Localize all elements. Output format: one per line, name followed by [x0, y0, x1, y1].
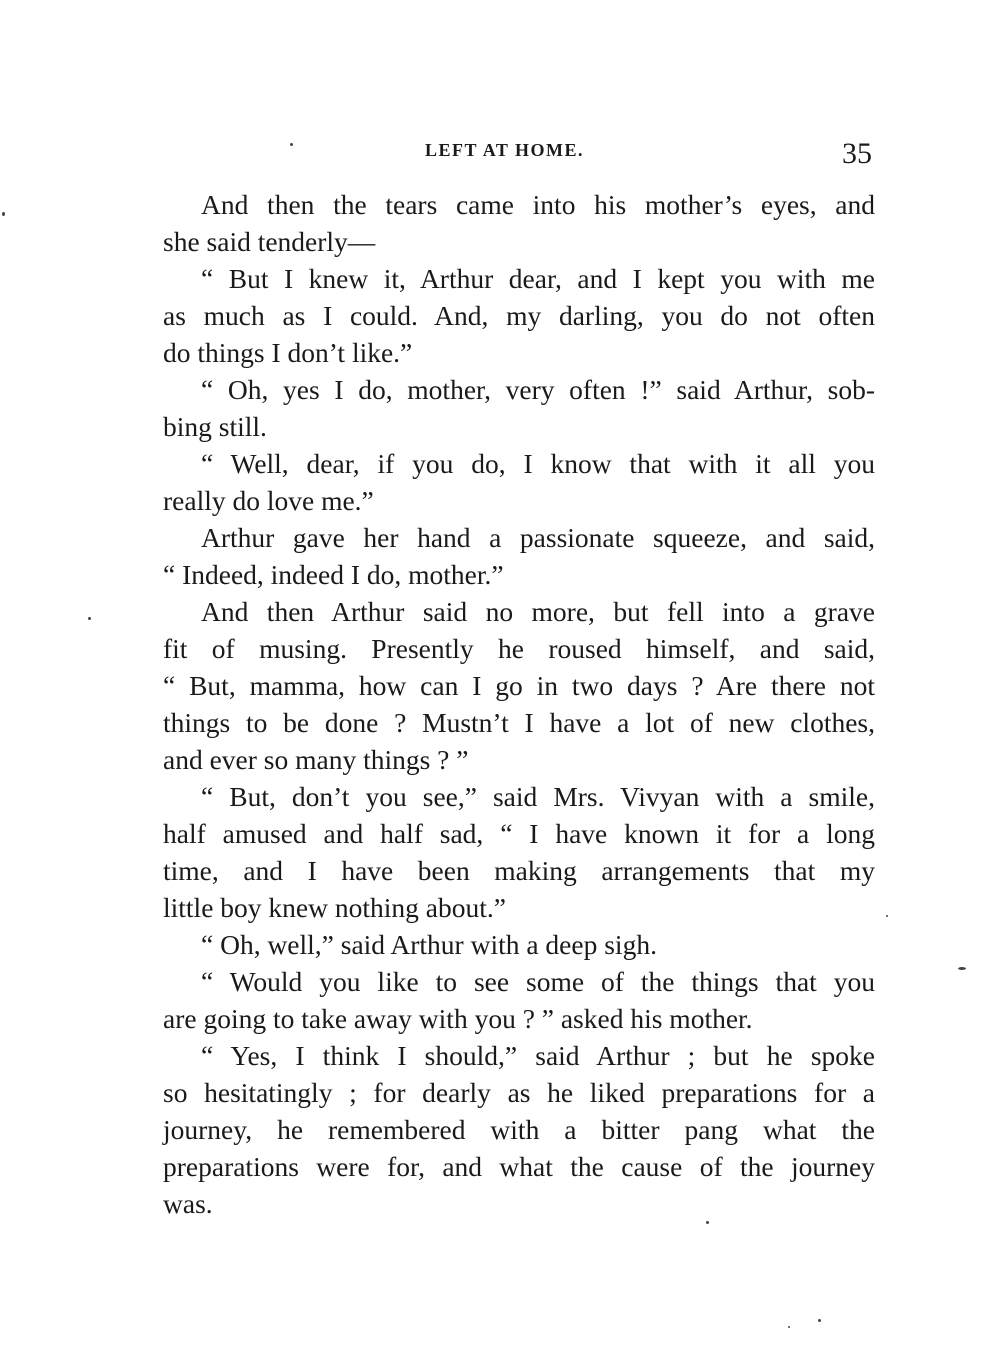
text-line: as much as I could. And, my darling, you do not often [163, 300, 875, 331]
text-line: she said tenderly— [163, 226, 376, 257]
text-line: And then Arthur said no more, but fell into a grave [201, 596, 875, 627]
text-line: little boy knew nothing about.” [163, 892, 506, 923]
scan-speck [818, 1319, 821, 1322]
scan-speck [2, 212, 5, 216]
text-line: And then the tears came into his mother’s eyes, and [201, 189, 875, 220]
text-line: “ Well, dear, if you do, I know that with it all you [201, 448, 875, 479]
text-line: “ Yes, I think I should,” said Arthur ; but he spoke [201, 1040, 875, 1071]
scan-speck [88, 617, 91, 620]
text-line: was. [163, 1188, 213, 1219]
text-line: bing still. [163, 411, 267, 442]
text-line: are going to take away with you ? ” asked his mother. [163, 1003, 753, 1034]
scan-speck [958, 967, 966, 970]
text-line: things to be done ? Mustn’t I have a lot of new clothes, [163, 707, 875, 738]
text-line: “ Oh, well,” said Arthur with a deep sigh. [201, 929, 657, 960]
text-line: do things I don’t like.” [163, 337, 413, 368]
text-line: preparations were for, and what the cause of the journey [163, 1151, 875, 1182]
text-line: journey, he remembered with a bitter pang what the [163, 1114, 875, 1145]
page-number: 35 [842, 137, 872, 170]
scan-speck [886, 915, 888, 917]
text-line: “ But I knew it, Arthur dear, and I kept you with me [201, 263, 875, 294]
text-line: “ Indeed, indeed I do, mother.” [163, 559, 504, 590]
running-title: LEFT AT HOME. [425, 140, 585, 160]
scan-speck [706, 1221, 709, 1224]
text-line: and ever so many things ? ” [163, 744, 469, 775]
text-line: half amused and half sad, “ I have known it for a long [163, 818, 875, 849]
text-line: “ But, mamma, how can I go in two days ? Are there not [163, 670, 875, 701]
scan-speck [788, 1326, 790, 1328]
text-line: “ Would you like to see some of the things that you [201, 966, 875, 997]
text-line: Arthur gave her hand a passionate squeeze, and said, [201, 522, 875, 553]
text-line: “ Oh, yes I do, mother, very often !” said Arthur, sob- [201, 374, 875, 405]
text-line: “ But, don’t you see,” said Mrs. Vivyan with a smile, [201, 781, 875, 812]
body-text [163, 186, 875, 1222]
text-line: time, and I have been making arrangements that my [163, 855, 875, 886]
scan-speck [290, 143, 293, 146]
text-line: fit of musing. Presently he roused himself, and said, [163, 633, 875, 664]
text-line: so hesitatingly ; for dearly as he liked preparations for a [163, 1077, 875, 1108]
text-line: really do love me.” [163, 485, 374, 516]
